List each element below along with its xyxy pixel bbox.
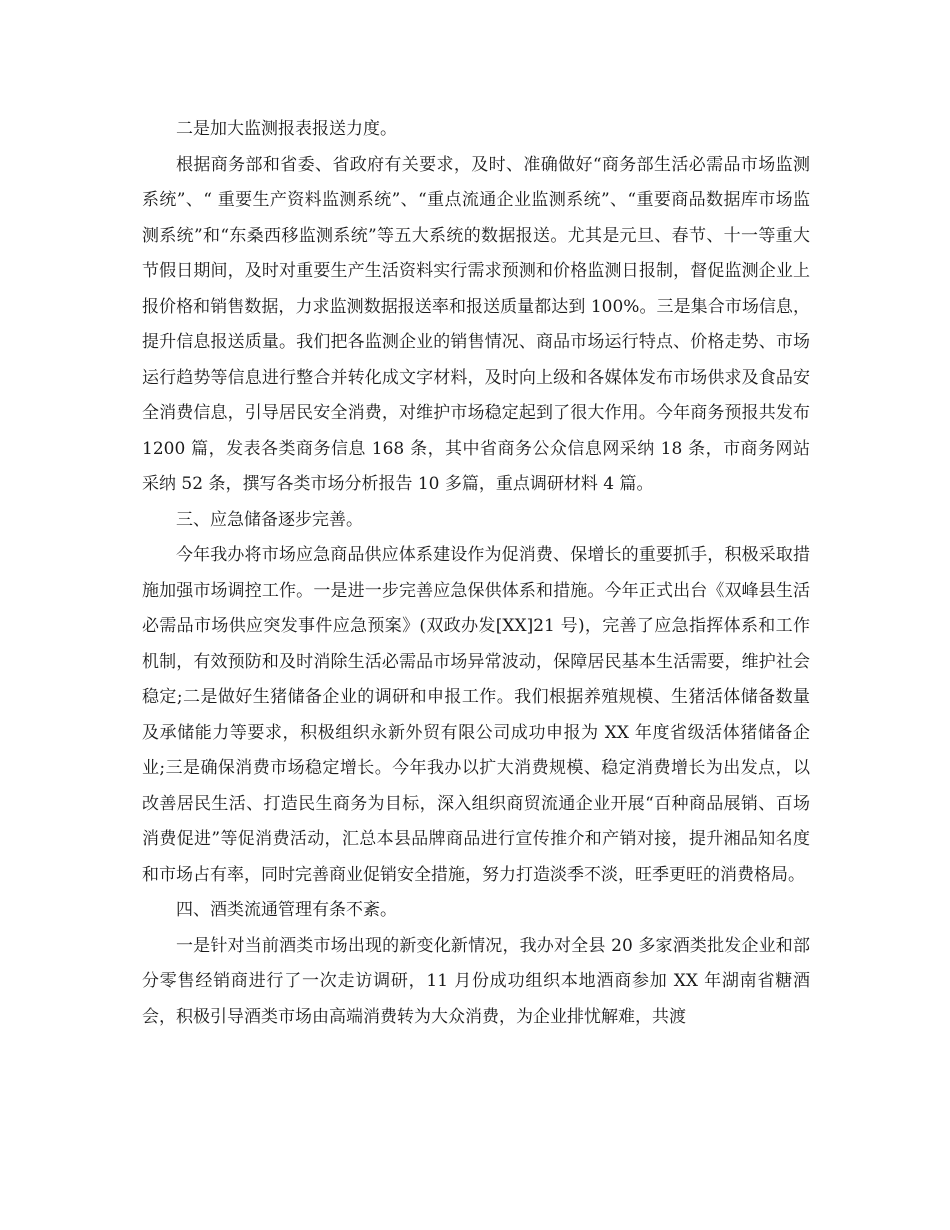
document-body xyxy=(142,112,810,1035)
paragraph-emergency-reserve: 今年我办将市场应急商品供应体系建设作为促消费、保增长的重要抓手，积极采取措施加强市场调控工作。一是进一步完善应急保供体系和措施。今年正式出台《双峰县生活必需品市场供应突发事件应急预案》(双政办发[XX]21 号)，完善了应急指挥体系和工作机制，有效预防和及时消除生活必需品市场异常波动，保障居民基本生活需要，维护社会稳定;二是做好生猪储备企业的调研和申报工作。我们根据养殖规模、生猪活体储备数量及承储能力等要求，积极组织永新外贸有限公司成功申报为 XX 年度省级活体猪储备企业;三是确保消费市场稳定增长。今年我办以扩大消费规模、稳定消费增长为出发点，以改善居民生活、打造民生商务为目标，深入组织商贸流通企业开展“百种商品展销、百场消费促进”等促消费活动，汇总本县品牌商品进行宣传推介和产销对接，提升湘品知名度和市场占有率，同时完善商业促销安全措施，努力打造淡季不淡，旺季更旺的消费格局。 xyxy=(142,545,810,885)
paragraph-monitoring-report: 根据商务部和省委、省政府有关要求，及时、准确做好“商务部生活必需品市场监测系统”、“ 重要生产资料监测系统”、“重点流通企业监测系统”、“重要商品数据库市场监测系统”和“东桑西移监测系统”等五大系统的数据报送。尤其是元旦、春节、十一等重大节假日期间，及时对重要生产生活资料实行需求预测和价格监测日报制，督促监测企业上报价格和销售数据，力求监测数据报送率和报送质量都达到 100%。三是集合市场信息，提升信息报送质量。我们把各监测企业的销售情况、商品市场运行特点、价格走势、市场运行趋势等信息进行整合并转化成文字材料，及时向上级和各媒体发布市场供求及食品安全消费信息，引导居民安全消费，对维护市场稳定起到了很大作用。今年商务预报共发布 1200 篇，发表各类商务信息 168 条，其中省商务公众信息网采纳 18 条，市商务网站采纳 52 条，撰写各类市场分析报告 10 多篇，重点调研材料 4 篇。 xyxy=(142,154,810,494)
paragraph-liquor-management: 一是针对当前酒类市场出现的新变化新情况，我办对全县 20 多家酒类批发企业和部分零售经销商进行了一次走访调研，11 月份成功组织本地酒商参加 XX 年湖南省糖酒会，积极引导酒类市场由高端消费转为大众消费，为企业排忧解难，共渡 xyxy=(142,935,810,1027)
paragraph-heading-liquor-management: 四、酒类流通管理有条不紊。 xyxy=(176,900,397,920)
paragraph-heading-emergency-reserve: 三、应急储备逐步完善。 xyxy=(176,509,363,530)
paragraph-heading-report-submission: 二是加大监测报表报送力度。 xyxy=(176,119,397,139)
